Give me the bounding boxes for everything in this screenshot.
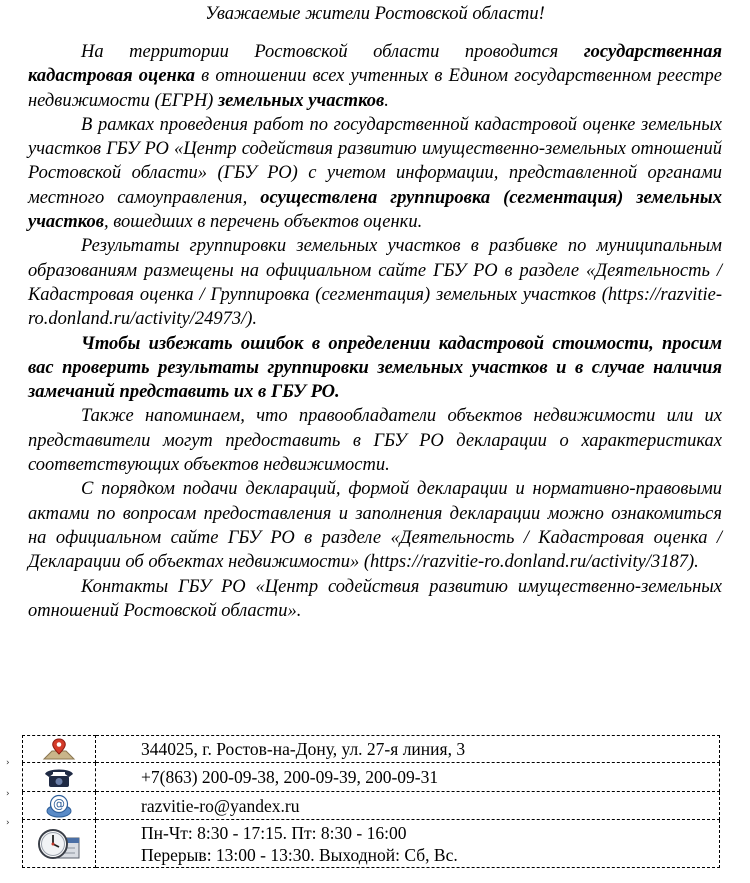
bullet-marker: › [6,758,10,768]
page-title: Уважаемые жители Ростовской области! [205,4,545,24]
paragraph-3: Результаты группировки земельных участков в разбивке по муниципальным образованиям размещены на официальном сайте ГБУ РО в разделе «Деятельность / Кадастровая оценка / Группировка (сегментация) земельных участков (https://razvitie-ro.donland.ru/activity/24973/). [28,236,722,330]
contact-row-hours [23,820,720,868]
hours-text [96,820,720,868]
paragraph-4-highlight: Чтобы избежать ошибок в определении кадастровой стоимости, просим вас проверить результаты группировки земельных участков и в случае наличия замечаний представить их в ГБУ РО. [28,333,722,403]
contact-row-address [23,736,720,763]
paragraph-1: На территории Ростовской области проводится государственная кадастровая оценка в отношении всех учтенных в Едином государственном реестре недвижимости (ЕГРН) земельных участков. [28,42,722,111]
svg-text:@: @ [53,796,65,811]
contact-row-phone [23,763,720,792]
notice-document [28,0,722,623]
email-icon [23,792,96,820]
bullet-marker: › [6,818,10,828]
paragraph-5: Также напоминаем, что правообладатели объектов недвижимости или их представители могут предоставить в ГБУ РО декларации о характеристиках соответствующих объектов недвижимости. [28,406,722,476]
telephone-icon [23,763,96,792]
map-pin-icon [23,736,96,763]
bullet-marker: › [6,789,10,799]
phone-text: +7(863) 200-09-38, 200-09-39, 200-09-31 [96,763,720,792]
hours-weekdays: Пн-Чт: 8:30 - 17:15. Пт: 8:30 - 16:00 [141,822,407,843]
clock-calendar-icon [23,820,96,868]
contacts-table [22,735,720,868]
address-text: 344025, г. Ростов-на-Дону, ул. 27-я линия, 3 [96,736,720,763]
contact-row-email [23,792,720,820]
email-text: razvitie-ro@yandex.ru [96,792,720,820]
paragraph-6: С порядком подачи деклараций, формой декларации и нормативно-правовыми актами по вопросам предоставления и заполнения декларации можно ознакомиться на официальном сайте ГБУ РО в разделе «Деятельность / Кадастровая оценка / Декларации об объектах недвижимости» (https://razvitie-ro.donland.ru/activity/3187). [28,479,722,573]
paragraph-7: Контакты ГБУ РО «Центр содействия развитию имущественно-земельных отношений Ростовской области». [28,576,722,621]
hours-break: Перерыв: 13:00 - 13:30. Выходной: Сб, Вс. [141,844,458,865]
paragraph-2: В рамках проведения работ по государственной кадастровой оценке земельных участков ГБУ РО «Центр содействия развитию имущественно-земельных отношений Ростовской области» (ГБУ РО) с учетом информации, представленной органами местного самоуправления, осуществлена группировка (сегментация) земельных участков, вошедших в перечень объектов оценки. [28,114,722,233]
